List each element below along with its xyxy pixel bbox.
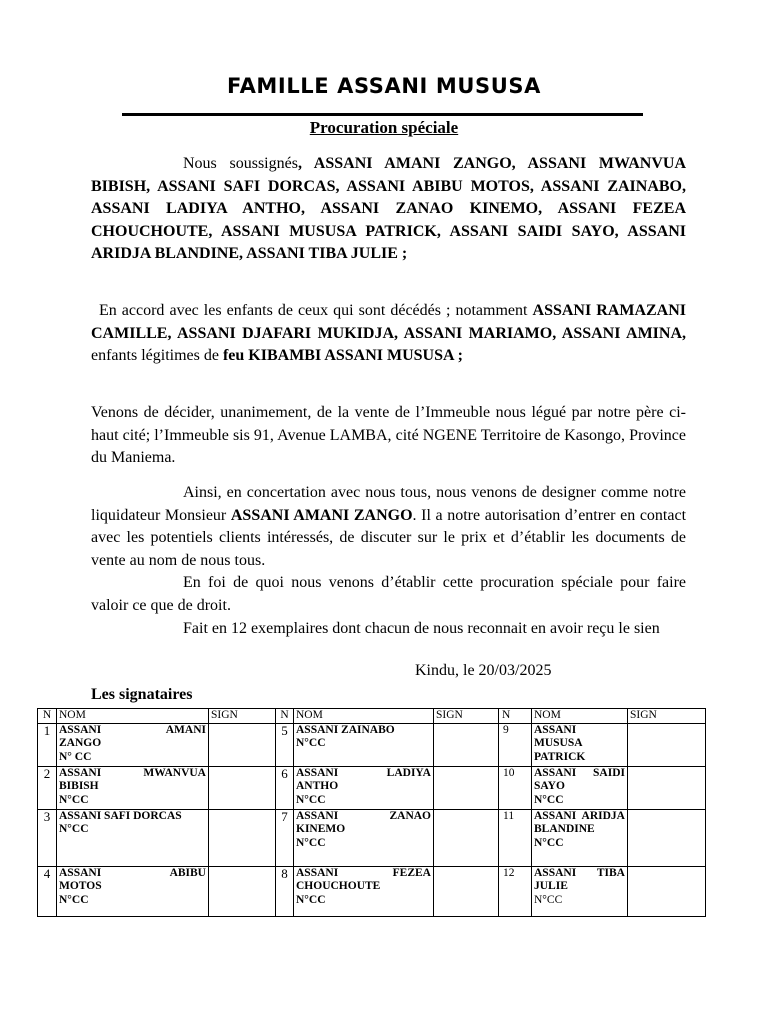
table-row bbox=[38, 766, 706, 809]
cell-sign[interactable] bbox=[209, 766, 276, 809]
header-n: N bbox=[38, 709, 57, 724]
header-nom: NOM bbox=[532, 709, 628, 724]
p4-start: Ainsi, en concertation avec nous tous, nous venons de designer comme notre liquidateur Monsieur bbox=[91, 484, 686, 524]
cell-name bbox=[57, 866, 209, 916]
cell-name bbox=[57, 723, 209, 766]
name-rest: ASSANI MUSUSA PATRICK bbox=[534, 723, 586, 763]
table-header-row bbox=[38, 709, 706, 724]
p4-end: . Il a notre autorisation d’entrer en contact avec les potentiels clients intéressés, de discuter sur le prix et d’établir les documents de vente au nom de nous tous. bbox=[91, 506, 687, 569]
cell-name bbox=[532, 866, 628, 916]
cell-sign[interactable] bbox=[628, 809, 706, 866]
document-title: Procuration spéciale bbox=[309, 118, 459, 137]
name-rest: ASSANI SAIDI SAYO bbox=[534, 766, 625, 793]
header-n: N bbox=[499, 709, 532, 724]
cell-number: 2 bbox=[38, 766, 57, 809]
name-line1: ASSANI FEZEA bbox=[296, 866, 431, 879]
cell-name bbox=[57, 809, 209, 866]
cell-name bbox=[532, 723, 628, 766]
cell-number: 1 bbox=[38, 723, 57, 766]
cc-label: N°CC bbox=[534, 893, 563, 906]
header-sign: SIGN bbox=[434, 709, 499, 724]
cc-label: N°CC bbox=[59, 823, 89, 836]
cc-label: N°CC bbox=[534, 793, 564, 806]
name-rest: BIBISH bbox=[59, 780, 99, 793]
cell-number: 7 bbox=[276, 809, 294, 866]
header-nom: NOM bbox=[294, 709, 434, 724]
cell-name bbox=[294, 866, 434, 916]
name-line1: ASSANI AMANI bbox=[59, 723, 206, 736]
name-rest: ASSANI ARIDJA BLANDINE bbox=[534, 809, 625, 836]
cell-number: 9 bbox=[499, 723, 532, 766]
p4-name: ASSANI AMANI ZANGO bbox=[230, 506, 413, 524]
title-underline-rule bbox=[122, 113, 643, 116]
table-row bbox=[38, 866, 706, 916]
name-rest: CHOUCHOUTE bbox=[296, 880, 381, 893]
name-rest: MOTOS bbox=[59, 880, 102, 893]
family-title: FAMILLE ASSANI MUSUSA bbox=[227, 74, 541, 98]
header-sign: SIGN bbox=[209, 709, 276, 724]
cell-number: 4 bbox=[38, 866, 57, 916]
paragraph-copies: Fait en 12 exemplaires dont chacun de nous reconnait en avoir reçu le sien bbox=[183, 619, 660, 637]
header-n: N bbox=[276, 709, 294, 724]
header-sign: SIGN bbox=[628, 709, 706, 724]
name-rest: ASSANI SAFI DORCAS bbox=[59, 809, 182, 822]
cc-label: N°CC bbox=[296, 893, 326, 906]
cc-label: N°CC bbox=[534, 836, 564, 849]
cell-sign[interactable] bbox=[434, 866, 499, 916]
cc-label: N°CC bbox=[296, 836, 326, 849]
name-line1: ASSANI ABIBU bbox=[59, 866, 206, 879]
p2-end: feu KIBAMBI ASSANI MUSUSA ; bbox=[222, 347, 464, 365]
cell-sign[interactable] bbox=[209, 809, 276, 866]
name-rest: ASSANI TIBA JULIE bbox=[534, 866, 625, 893]
p2-mid: enfants légitimes de bbox=[91, 347, 223, 365]
cell-number: 8 bbox=[276, 866, 294, 916]
cell-name bbox=[294, 766, 434, 809]
cell-sign[interactable] bbox=[628, 766, 706, 809]
cc-label: N°CC bbox=[59, 893, 89, 906]
p2-intro: En accord avec les enfants de ceux qui sont décédés ; notamment bbox=[99, 302, 533, 319]
cell-name bbox=[294, 723, 434, 766]
cell-name bbox=[532, 809, 628, 866]
paragraph-heirs bbox=[91, 300, 686, 368]
cell-number: 10 bbox=[499, 766, 532, 809]
table-row bbox=[38, 723, 706, 766]
table-row bbox=[38, 809, 706, 866]
date-line: Kindu, le 20/03/2025 bbox=[415, 662, 552, 679]
cell-sign[interactable] bbox=[434, 809, 499, 866]
header-nom: NOM bbox=[57, 709, 209, 724]
cell-sign[interactable] bbox=[209, 723, 276, 766]
cc-label: N°CC bbox=[296, 737, 326, 750]
cc-label: N°CC bbox=[59, 793, 89, 806]
name-line1: ASSANI ZANAO bbox=[296, 809, 431, 822]
cell-name bbox=[294, 809, 434, 866]
p1-names: , ASSANI AMANI ZANGO, ASSANI MWANVUA BIBISH, ASSANI SAFI DORCAS, ASSANI ABIBU MOTOS, ASSANI ZAINABO, ASSANI LADIYA ANTHO, ASSANI ZANAO KINEMO, ASSANI FEZEA CHOUCHOUTE, ASSANI MUSUSA PATRICK, ASSANI SAIDI SAYO, ASSANI ARIDJA BLANDINE, ASSANI TIBA JULIE ; bbox=[91, 155, 686, 263]
name-rest: ANTHO bbox=[296, 780, 339, 793]
paragraph-signatories bbox=[91, 153, 686, 266]
cc-label: N° CC bbox=[59, 750, 92, 763]
paragraph-liquidator bbox=[91, 482, 686, 572]
p1-intro: Nous soussignés bbox=[183, 155, 298, 172]
signatories-table bbox=[37, 708, 706, 917]
cell-sign[interactable] bbox=[434, 766, 499, 809]
name-rest: ZANGO bbox=[59, 737, 102, 750]
cell-number: 3 bbox=[38, 809, 57, 866]
paragraph-decision: Venons de décider, unanimement, de la vente de l’Immeuble nous légué par notre père ci-haut cité; l’Immeuble sis 91, Avenue LAMBA, cité NGENE Territoire de Kasongo, Province du Maniema. bbox=[91, 404, 686, 467]
name-line1: ASSANI MWANVUA bbox=[59, 766, 206, 779]
paragraph-block-liquidator bbox=[91, 482, 686, 640]
cell-name bbox=[532, 766, 628, 809]
cell-sign[interactable] bbox=[434, 723, 499, 766]
name-rest: KINEMO bbox=[296, 823, 346, 836]
cell-sign[interactable] bbox=[628, 866, 706, 916]
cell-sign[interactable] bbox=[209, 866, 276, 916]
signatories-heading: Les signataires bbox=[91, 686, 193, 703]
cell-number: 12 bbox=[499, 866, 532, 916]
cell-number: 11 bbox=[499, 809, 532, 866]
cell-number: 5 bbox=[276, 723, 294, 766]
cc-label: N°CC bbox=[296, 793, 326, 806]
cell-name bbox=[57, 766, 209, 809]
paragraph-in-witness: En foi de quoi nous venons d’établir cette procuration spéciale pour faire valoir ce que de droit. bbox=[91, 574, 686, 614]
cell-sign[interactable] bbox=[628, 723, 706, 766]
p2-names: ASSANI RAMAZANI CAMILLE, ASSANI DJAFARI MUKIDJA, ASSANI MARIAMO, ASSANI AMINA, bbox=[91, 302, 687, 342]
name-rest: ASSANI ZAINABO bbox=[296, 723, 395, 736]
cell-number: 6 bbox=[276, 766, 294, 809]
name-line1: ASSANI LADIYA bbox=[296, 766, 431, 779]
